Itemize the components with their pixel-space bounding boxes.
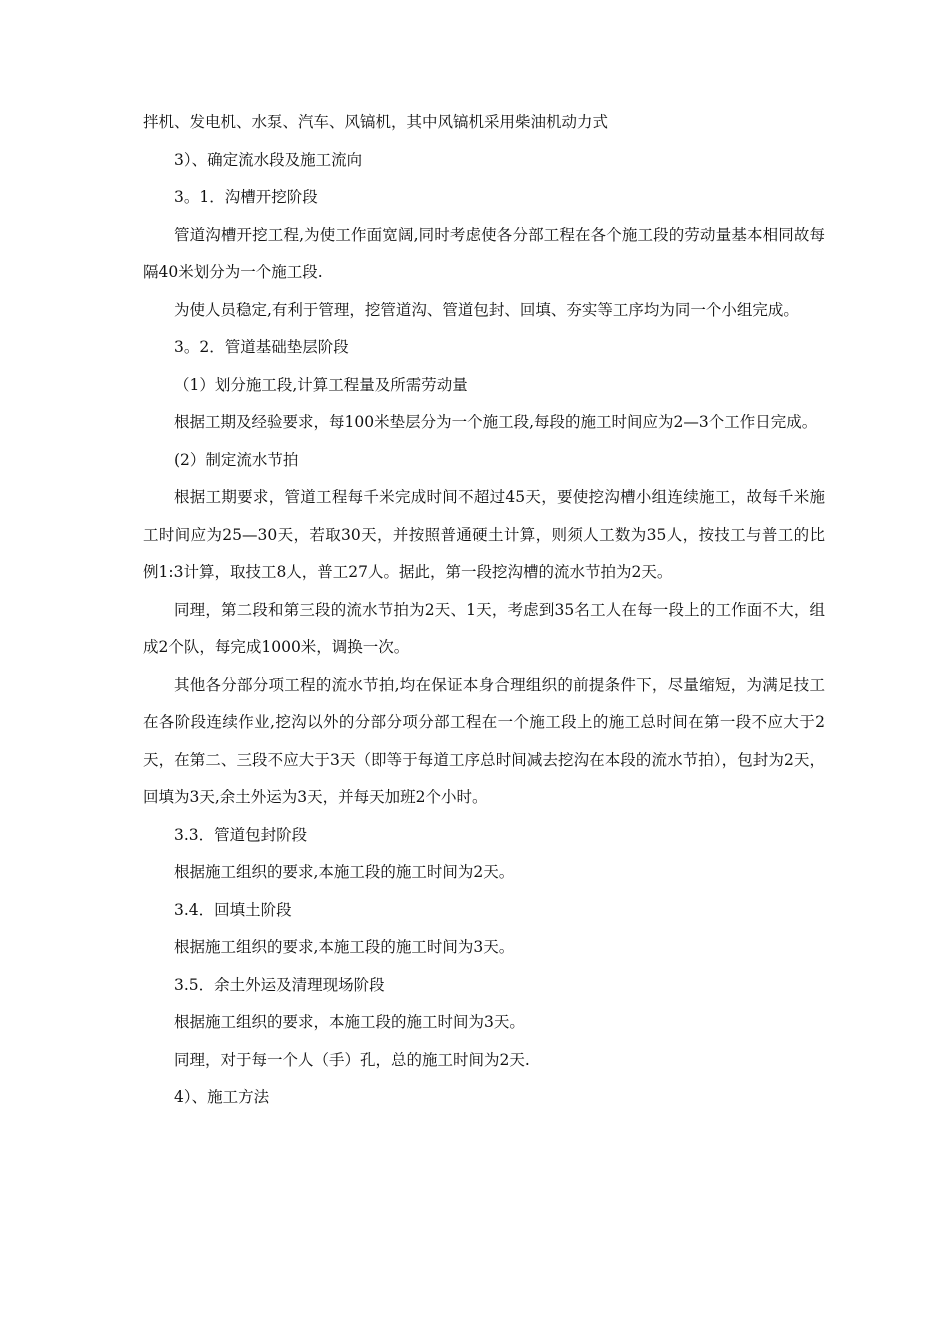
- paragraph-encasement-time: 根据施工组织的要求,本施工段的施工时间为2天。: [174, 863, 515, 881]
- paragraph-equipment-list: 拌机、发电机、水泵、汽车、风镐机，其中风镐机采用柴油机动力式: [143, 113, 609, 131]
- heading-soil-removal: 3.5．余土外运及清理现场阶段: [174, 975, 385, 994]
- heading-foundation-cushion: 3。2．管道基础垫层阶段: [174, 338, 349, 356]
- paragraph-soil-removal-time: 根据施工组织的要求，本施工段的施工时间为3天。: [174, 1013, 525, 1031]
- paragraph-cushion-sections: 根据工期及经验要求，每100米垫层分为一个施工段,每段的施工时间应为2—3个工作日完成。: [174, 413, 818, 431]
- heading-flow-section: 3）、确定流水段及施工流向: [174, 150, 363, 169]
- subheading-flow-beat: (2）制定流水节拍: [174, 450, 299, 469]
- heading-trench-excavation: 3。1．沟槽开挖阶段: [174, 188, 318, 206]
- document-body: [143, 104, 825, 1117]
- heading-pipe-encasement: 3.3．管道包封阶段: [174, 825, 308, 844]
- paragraph-second-third-sections: 同理，第二段和第三段的流水节拍为2天、1天，考虑到35名工人在每一段上的工作面不大，组成2个队，每完成1000米，调换一次。: [143, 600, 825, 656]
- paragraph-trench-excavation: 管道沟槽开挖工程,为使工作面宽阔,同时考虑使各分部工程在各个施工段的劳动量基本相同故每隔40米划分为一个施工段.: [143, 225, 825, 281]
- paragraph-other-works: 其他各分部分项工程的流水节拍,均在保证本身合理组织的前提条件下，尽量缩短，为满足技工在各阶段连续作业,挖沟以外的分部分项分部工程在一个施工段上的施工总时间在第一段不应大于2天，在第二、三段不应大于3天（即等于每道工序总时间减去挖沟在本段的流水节拍），包封为2天，回填为3天,余土外运为3天，并每天加班2个小时。: [143, 675, 825, 806]
- paragraph-manhole-time: 同理，对于每一个人（手）孔，总的施工时间为2天.: [174, 1050, 530, 1069]
- subheading-divide-sections: （1）划分施工段,计算工程量及所需劳动量: [174, 375, 468, 394]
- paragraph-flow-beat-calc: 根据工期要求，管道工程每千米完成时间不超过45天，要使挖沟槽小组连续施工，故每千米施工时间应为25—30天，若取30天，并按照普通硬土计算，则须人工数为35人，按技工与普工的比例1:3计算，取技工8人，普工27人。据此，第一段挖沟槽的流水节拍为2天。: [143, 488, 825, 581]
- paragraph-backfill-time: 根据施工组织的要求,本施工段的施工时间为3天。: [174, 938, 515, 956]
- heading-backfill: 3.4．回填土阶段: [174, 900, 292, 919]
- paragraph-staff-stability: 为使人员稳定,有利于管理，挖管道沟、管道包封、回填、夯实等工序均为同一个小组完成。: [174, 300, 799, 319]
- heading-construction-method: 4）、施工方法: [174, 1088, 270, 1106]
